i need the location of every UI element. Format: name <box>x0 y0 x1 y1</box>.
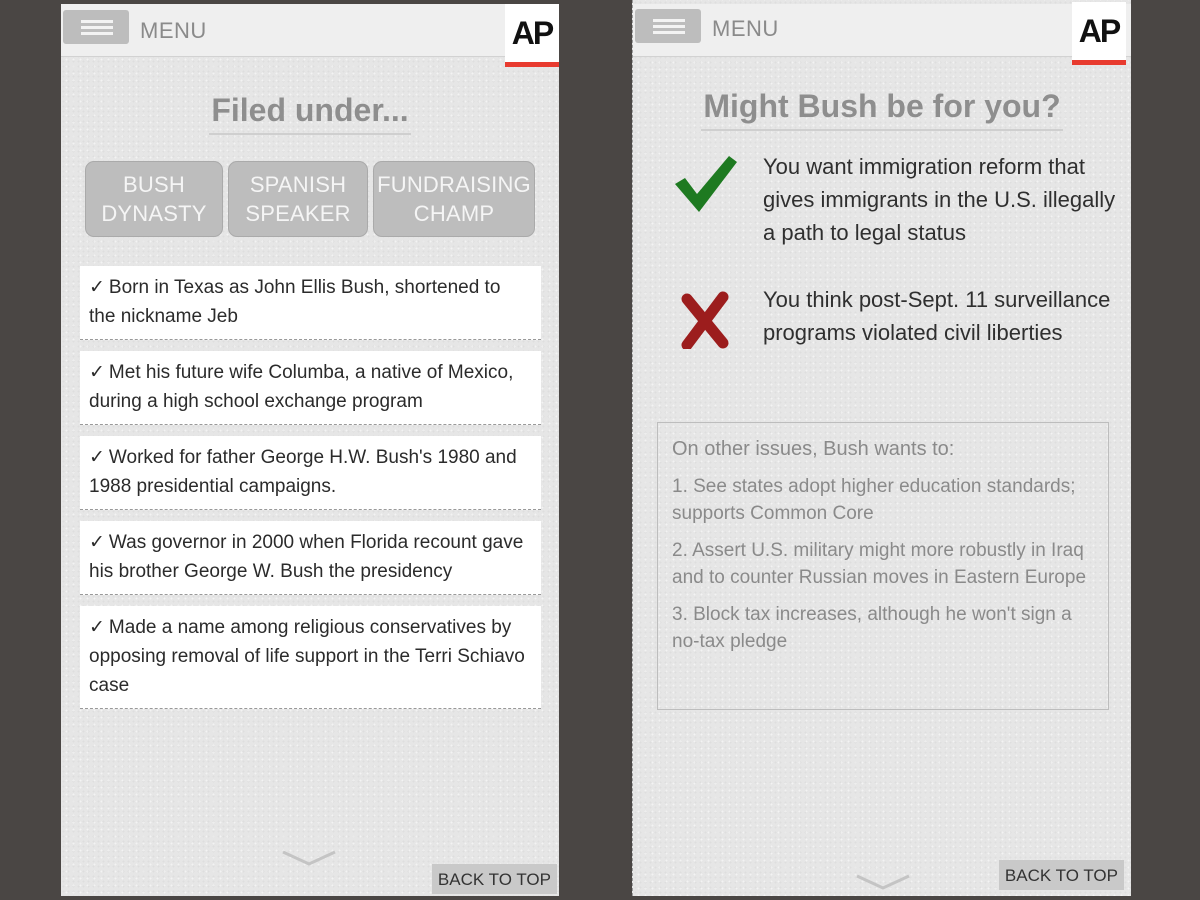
check-icon: ✓ <box>89 532 105 553</box>
menu-label[interactable]: MENU <box>712 16 779 41</box>
section-heading <box>633 88 1131 131</box>
heading-text: Filed under... <box>209 92 410 135</box>
red-x-icon <box>679 291 731 349</box>
chevron-down-icon[interactable] <box>281 850 337 866</box>
menu-label[interactable]: MENU <box>140 18 207 43</box>
issue-item: 3. Block tax increases, although he won't sign a no-tax pledge <box>672 604 1072 652</box>
issue-item: 1. See states adopt higher education standards; supports Common Core <box>672 476 1076 524</box>
tag-fundraising-champ[interactable]: FUNDRAISING CHAMP <box>373 161 535 237</box>
tag-bush-dynasty[interactable]: BUSH DYNASTY <box>85 161 223 237</box>
left-phone-screen <box>61 4 559 896</box>
fact-item <box>80 436 541 510</box>
agree-text: You want immigration reform that gives immigrants in the U.S. illegally a path to legal status <box>763 154 1116 245</box>
back-to-top-button[interactable]: BACK TO TOP <box>432 864 557 894</box>
fact-item <box>80 266 541 340</box>
tag-spanish-speaker[interactable]: SPANISH SPEAKER <box>228 161 368 237</box>
green-checkmark-icon <box>671 150 741 220</box>
other-issues-box <box>657 422 1109 710</box>
fact-item <box>80 521 541 595</box>
facts-list <box>80 266 541 720</box>
right-phone-screen <box>632 0 1131 896</box>
top-bar <box>633 4 1131 57</box>
ap-logo[interactable]: AP <box>1072 2 1126 65</box>
fact-item <box>80 351 541 425</box>
agree-statement <box>671 150 1131 250</box>
disagree-statement <box>671 283 1131 383</box>
fact-text: Met his future wife Columba, a native of Mexico, during a high school exchange program <box>89 362 514 412</box>
fact-text: Born in Texas as John Ellis Bush, shortened to the nickname Jeb <box>89 277 501 327</box>
issue-item: 2. Assert U.S. military might more robustly in Iraq and to counter Russian moves in Eastern Europe <box>672 540 1087 588</box>
check-icon: ✓ <box>89 362 105 383</box>
ap-logo[interactable]: AP <box>505 4 559 67</box>
tag-list <box>85 161 535 237</box>
check-icon: ✓ <box>89 617 105 638</box>
check-icon: ✓ <box>89 447 105 468</box>
fact-text: Made a name among religious conservatives by opposing removal of life support in the Terri Schiavo case <box>89 617 525 696</box>
chevron-down-icon[interactable] <box>855 874 911 890</box>
back-to-top-button[interactable]: BACK TO TOP <box>999 860 1124 890</box>
fact-item <box>80 606 541 709</box>
heading-text: Might Bush be for you? <box>701 88 1062 131</box>
disagree-text: You think post-Sept. 11 surveillance programs violated civil liberties <box>763 287 1111 345</box>
hamburger-menu-icon[interactable] <box>63 10 129 44</box>
fact-text: Was governor in 2000 when Florida recount gave his brother George W. Bush the presidency <box>89 532 524 582</box>
section-heading <box>61 92 559 135</box>
issues-title: On other issues, Bush wants to: <box>672 438 955 460</box>
check-icon: ✓ <box>89 277 105 298</box>
top-bar <box>61 4 559 57</box>
hamburger-menu-icon[interactable] <box>635 9 701 43</box>
fact-text: Worked for father George H.W. Bush's 1980 and 1988 presidential campaigns. <box>89 447 517 497</box>
